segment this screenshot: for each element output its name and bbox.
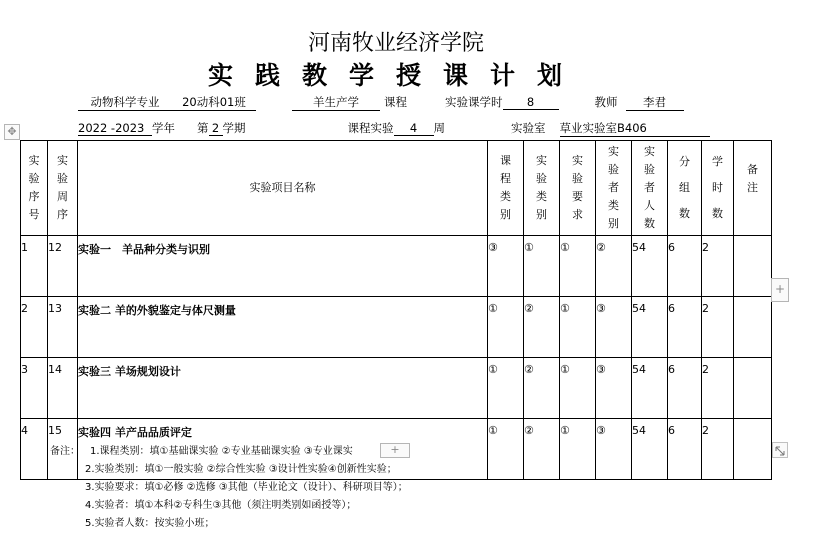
cell-week[interactable]: 13 <box>48 297 78 358</box>
header-course-type: 课程类别 <box>488 141 524 236</box>
cell-person-count[interactable]: 54 <box>632 297 668 358</box>
document-title: 实践教学授课计划 <box>207 61 584 90</box>
add-row-icon[interactable]: + <box>380 443 410 458</box>
cell-hours[interactable]: 2 <box>702 297 734 358</box>
cell-groups[interactable]: 6 <box>668 358 702 419</box>
cell-person-count[interactable]: 54 <box>632 358 668 419</box>
cell-person-type[interactable]: ③ <box>596 358 632 419</box>
cell-person-type[interactable]: ③ <box>596 419 632 480</box>
year-field: 2022 -2023 <box>78 121 152 136</box>
course-field: 羊生产学 <box>292 94 380 111</box>
cell-name[interactable]: 实验二 羊的外貌鉴定与体尺测量 <box>78 297 488 358</box>
lab-hours-field: 8 <box>503 95 559 110</box>
cell-req[interactable]: ① <box>560 236 596 297</box>
table-row <box>21 297 772 358</box>
cell-course-type[interactable]: ③ <box>488 236 524 297</box>
cell-seq[interactable]: 2 <box>21 297 48 358</box>
header-hours: 学时数 <box>702 141 734 236</box>
header-seq: 实验序号 <box>21 141 48 236</box>
cell-course-type[interactable]: ① <box>488 419 524 480</box>
cell-seq[interactable]: 1 <box>21 236 48 297</box>
year-suffix: 学年 <box>152 121 175 135</box>
note-line-4: 4.实验者：填①本科②专科生③其他（须注明类别如函授等）； <box>85 500 357 511</box>
major-field: 动物科学专业 <box>78 94 172 111</box>
header-groups: 分组数 <box>668 141 702 236</box>
header-name: 实验项目名称 <box>78 141 488 236</box>
cell-exp-type[interactable]: ② <box>524 297 560 358</box>
cell-exp-type[interactable]: ② <box>524 419 560 480</box>
cell-course-type[interactable]: ① <box>488 358 524 419</box>
cell-person-type[interactable]: ② <box>596 236 632 297</box>
header-remark: 备注 <box>734 141 772 236</box>
note-line-1: 备注： 1.课程类别：填①基础课实验 ②专业基础课实验 ③专业课实 <box>50 446 353 457</box>
lab-course-label: 课程实验 <box>347 121 394 135</box>
resize-arrow-icon <box>773 444 787 458</box>
semester-field: 2 <box>209 121 223 136</box>
header-person-count: 实验者人数 <box>632 141 668 236</box>
cell-groups[interactable]: 6 <box>668 297 702 358</box>
note-line-5: 5.实验者人数：按实验小班； <box>85 518 215 529</box>
table-row <box>21 358 772 419</box>
cell-person-type[interactable]: ③ <box>596 297 632 358</box>
teacher-field: 李君 <box>626 94 684 111</box>
note-line-2: 2.实验类别：填①一般实验 ②综合性实验 ③设计性实验④创新性实验； <box>85 464 397 475</box>
cell-groups[interactable]: 6 <box>668 419 702 480</box>
cell-exp-type[interactable]: ② <box>524 358 560 419</box>
resize-icon[interactable] <box>772 442 788 458</box>
cell-remark[interactable] <box>734 358 772 419</box>
cell-seq[interactable]: 4 <box>21 419 48 480</box>
add-column-icon[interactable]: + <box>771 278 789 302</box>
weeks-field: 4 <box>394 121 434 136</box>
header-week: 实验周序 <box>48 141 78 236</box>
teacher-label: 教师 <box>594 95 618 109</box>
cell-remark[interactable] <box>734 236 772 297</box>
cell-req[interactable]: ① <box>560 358 596 419</box>
lab-hours-label: 实验课学时 <box>445 95 503 109</box>
cell-hours[interactable]: 2 <box>702 419 734 480</box>
cell-name[interactable]: 实验三 羊场规划设计 <box>78 358 488 419</box>
cell-remark[interactable] <box>734 297 772 358</box>
cell-week[interactable]: 15 <box>48 419 78 480</box>
cell-remark[interactable] <box>734 419 772 480</box>
note-line-3: 3.实验要求：填①必修 ②选修 ③其他（毕业论文（设计）、科研项目等）； <box>85 482 408 493</box>
class-field: 20动科01班 <box>172 94 256 111</box>
move-icon[interactable]: ✥ <box>4 124 20 140</box>
cell-req[interactable]: ① <box>560 419 596 480</box>
semester-suffix: 学期 <box>222 121 246 135</box>
header-line-1 <box>78 94 684 111</box>
cell-course-type[interactable]: ① <box>488 297 524 358</box>
cell-name[interactable]: 实验四 羊产品品质评定 <box>78 419 488 480</box>
header-req: 实验要求 <box>560 141 596 236</box>
cell-hours[interactable]: 2 <box>702 358 734 419</box>
lab-plan-table <box>20 140 772 480</box>
cell-person-count[interactable]: 54 <box>632 236 668 297</box>
weeks-suffix: 周 <box>433 121 445 135</box>
table-row <box>21 236 772 297</box>
cell-hours[interactable]: 2 <box>702 236 734 297</box>
school-title: 河南牧业经济学院 <box>307 31 484 56</box>
lab-room-field: 草业实验室B406 <box>560 120 710 137</box>
header-person-type: 实验者类别 <box>596 141 632 236</box>
cell-req[interactable]: ① <box>560 297 596 358</box>
cell-seq[interactable]: 3 <box>21 358 48 419</box>
lab-room-label: 实验室 <box>511 121 546 135</box>
cell-name[interactable]: 实验一 羊品种分类与识别 <box>78 236 488 297</box>
cell-groups[interactable]: 6 <box>668 236 702 297</box>
cell-exp-type[interactable]: ① <box>524 236 560 297</box>
notes-block <box>50 443 408 533</box>
cell-person-count[interactable]: 54 <box>632 419 668 480</box>
table-header-row <box>21 141 772 236</box>
header-line-2 <box>78 120 710 137</box>
header-exp-type: 实验类别 <box>524 141 560 236</box>
cell-week[interactable]: 14 <box>48 358 78 419</box>
course-suffix: 课程 <box>384 95 407 109</box>
notes-label: 备注： <box>50 446 80 457</box>
semester-prefix: 第 <box>197 121 209 135</box>
cell-week[interactable]: 12 <box>48 236 78 297</box>
